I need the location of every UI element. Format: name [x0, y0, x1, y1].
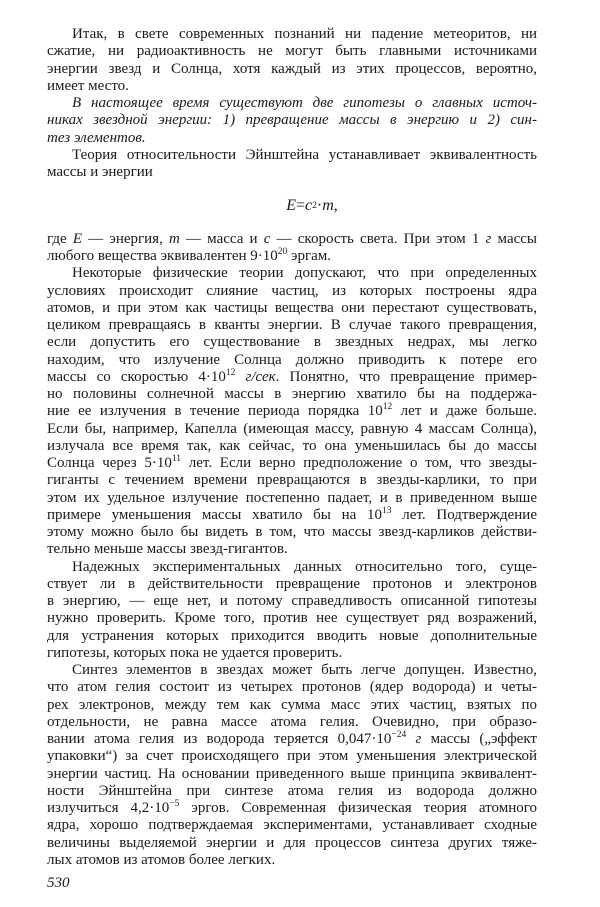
line-content	[72, 662, 537, 679]
line-content	[47, 817, 537, 834]
text-run: эргов. Современная физическая теория атомного	[179, 800, 537, 816]
line-content	[47, 248, 331, 265]
text-run: ности Эйнштейна при синтезе атома гелия из водорода должно	[47, 782, 537, 799]
text-line	[47, 835, 537, 852]
line-content	[47, 386, 537, 403]
text-line	[47, 576, 537, 593]
text-line	[47, 628, 537, 645]
text-run: лет и даже больше.	[392, 403, 537, 420]
italic-symbol: г	[485, 230, 492, 247]
text-run: — скорость света. При этом 1	[270, 230, 486, 247]
text-run: этом их удельное излучение постепенно падает, и в приведенном выше	[47, 489, 537, 506]
line-content	[47, 524, 537, 541]
italic-paragraph	[47, 95, 537, 147]
italic-symbol: m	[169, 230, 180, 247]
text-run: находим, что излучение Солнца должно приводить к потере его	[47, 351, 537, 368]
text-line	[47, 662, 537, 679]
text-line	[47, 697, 537, 714]
text-line	[47, 248, 537, 265]
text-line	[47, 352, 537, 369]
text-line	[47, 507, 537, 524]
superscript: 20	[277, 247, 288, 257]
text-line	[47, 559, 537, 576]
text-run: тельно меньше массы звезд-гигантов.	[47, 541, 288, 558]
line-content	[47, 403, 537, 420]
line-content	[47, 231, 537, 248]
line-content	[72, 26, 537, 43]
page-number: 530	[47, 875, 70, 891]
text-run: ние ее излучения в течение периода порядка 10	[47, 403, 383, 420]
text-run: ·	[316, 197, 323, 214]
text-line	[47, 541, 537, 558]
text-run: примере уменьшения массы хватило бы на 10	[47, 506, 383, 523]
line-content	[47, 697, 537, 714]
text-line	[47, 610, 537, 627]
italic-symbol: г	[415, 731, 422, 747]
italic-symbol: m	[322, 197, 334, 214]
text-line	[47, 95, 537, 112]
paragraph	[47, 265, 537, 558]
text-line	[47, 112, 537, 129]
line-content	[47, 628, 537, 645]
text-run: Теория относительности Эйнштейна устанавливает эквивалентность	[72, 146, 537, 163]
text-run: условиях происходит слияние частиц, из которых построены ядра	[47, 282, 537, 299]
line-content	[47, 112, 537, 129]
text-run: тез элементов.	[47, 129, 146, 146]
line-content	[47, 576, 537, 593]
line-content	[47, 610, 537, 627]
italic-symbol: c	[305, 197, 313, 214]
line-content	[47, 130, 146, 147]
text-run: для устранения которых приходится вводить новые дополнительные	[47, 627, 537, 644]
body-text	[47, 26, 537, 869]
text-line	[47, 231, 537, 248]
paragraph	[47, 147, 537, 182]
text-line	[47, 265, 537, 282]
text-line	[47, 593, 537, 610]
superscript: 12	[382, 402, 393, 413]
text-line	[47, 645, 537, 662]
line-content	[47, 43, 537, 60]
paragraph	[47, 231, 537, 266]
line-content	[47, 421, 537, 438]
line-content	[47, 300, 537, 317]
text-line	[47, 766, 537, 783]
superscript: 12	[225, 367, 236, 378]
text-line	[47, 317, 537, 334]
line-content	[72, 95, 537, 112]
line-content	[47, 714, 537, 731]
text-run: массы со скоростью 4·10	[47, 368, 226, 385]
text-run: где	[47, 230, 73, 247]
text-run: Итак, в свете современных познаний ни падение метеоритов, ни	[72, 26, 537, 42]
text-run: атомов, и при этом как частицы вещества они перестают существовать,	[47, 299, 537, 316]
text-line	[47, 369, 537, 386]
text-run: если допустить его существование в звездных недрах, мы легко	[47, 334, 537, 351]
text-run: эргам.	[287, 248, 332, 264]
line-content	[72, 559, 537, 576]
text-run: массы	[491, 230, 537, 247]
line-content	[47, 490, 537, 507]
line-content	[47, 835, 537, 852]
text-line	[47, 147, 537, 164]
line-content	[47, 766, 537, 783]
line-content	[47, 317, 537, 334]
line-content	[72, 147, 537, 164]
text-line	[47, 164, 537, 181]
italic-symbol: E	[286, 197, 296, 214]
superscript: −5	[169, 799, 180, 809]
paragraph	[47, 662, 537, 869]
text-run: лых атомов из атомов более легких.	[47, 851, 276, 868]
superscript: 11	[171, 454, 182, 464]
text-run: ствует ли в действительности превращение протонов и электронов	[47, 575, 537, 592]
line-content	[47, 541, 288, 558]
text-run: этому можно было бы видеть в том, что массы звезд-карликов действи-	[47, 524, 537, 540]
text-run: В настоящее время существуют две гипотезы о главных источ-	[72, 95, 537, 111]
line-content	[47, 438, 537, 455]
line-content	[47, 164, 153, 181]
line-content	[47, 78, 129, 95]
text-line	[47, 748, 537, 765]
text-run: никах звездной энергии: 1) превращение массы в энергию и 2) син-	[47, 112, 537, 129]
text-run: но половины солнечной массы в энергию хватило бы на поддержа-	[47, 386, 537, 402]
superscript: −24	[391, 730, 407, 740]
line-content	[47, 472, 537, 489]
paragraph	[47, 26, 537, 95]
text-run: излучиться 4,2·10	[47, 800, 170, 816]
line-content	[47, 369, 537, 386]
text-line	[47, 386, 537, 403]
text-run: энергии частиц. На основании приведенного выше принципа эквивалент-	[47, 765, 537, 782]
text-line	[47, 731, 537, 748]
text-run: лет. Подтверждение	[391, 506, 537, 523]
line-content	[47, 852, 275, 869]
text-run	[406, 731, 415, 747]
text-line	[47, 26, 537, 43]
text-line	[47, 472, 537, 489]
text-line	[47, 817, 537, 834]
text-run: — масса и	[179, 230, 264, 247]
line-content	[47, 783, 537, 800]
text-run: вании атома гелия из водорода теряется 0,047·10	[47, 731, 392, 747]
line-content	[47, 800, 537, 817]
line-content	[47, 507, 537, 524]
text-line	[47, 403, 537, 420]
line-content	[47, 455, 537, 472]
text-run: отдельности, не равна массе атома гелия. Очевидно, при образо-	[47, 713, 537, 730]
line-content	[47, 61, 537, 78]
text-run: гиганты с течением времени превращаются в звезды-карлики, то при	[47, 472, 537, 489]
text-run: массы („эффект	[421, 731, 537, 747]
text-run: ,	[333, 197, 338, 214]
text-line	[47, 455, 537, 472]
text-run: ядра, хорошо подтверждаемая экспериментами, устанавливает сходные	[47, 817, 537, 834]
text-run: энергии звезд и Солнца, хотя каждый из этих процессов, вероятно,	[47, 60, 537, 77]
text-run: любого вещества эквивалентен 9·10	[47, 248, 278, 264]
line-content	[72, 265, 537, 282]
text-run: гипотезы, которых пока не удается проверить.	[47, 644, 343, 661]
text-run: лет. Если верно предположение о том, что звезды-	[181, 455, 537, 471]
text-line	[47, 783, 537, 800]
text-run: Если бы, например, Капелла (имеющая массу, равную 4 массам Солнца),	[47, 420, 537, 437]
text-line	[47, 78, 537, 95]
line-content	[47, 334, 537, 351]
line-content	[47, 731, 537, 748]
italic-symbol: E	[72, 230, 83, 247]
text-run: имеет место.	[47, 77, 129, 94]
text-line	[47, 334, 537, 351]
line-content	[47, 593, 537, 610]
book-page	[47, 26, 537, 892]
text-line	[47, 438, 537, 455]
text-run: . Понятно, что превращение пример-	[275, 368, 537, 385]
text-run: Надежных экспериментальных данных относительно того, суще-	[72, 558, 537, 575]
text-run: что атом гелия состоит из четырех протонов (ядер водорода) и четы-	[47, 679, 537, 696]
text-line	[47, 130, 537, 147]
text-run: Некоторые физические теории допускают, что при определенных	[72, 265, 537, 282]
text-line	[47, 852, 537, 869]
text-line	[47, 714, 537, 731]
text-run: — энергия,	[82, 230, 169, 247]
text-run: в энергию, — еще нет, и потому справедливость описанной гипотезы	[47, 593, 537, 609]
text-run: упаковки“) за счет происходящего при этом уменьшения электрической	[47, 748, 537, 765]
text-run: Солнца через 5·10	[47, 455, 172, 471]
italic-symbol: c	[263, 230, 271, 247]
text-line	[47, 283, 537, 300]
paragraph	[47, 559, 537, 663]
formula: E = c 2 · m ,	[286, 197, 338, 214]
line-content	[47, 748, 537, 765]
text-run: рех электронов, между тем как сумма масс этих частиц, взятых по	[47, 696, 537, 713]
line-content	[47, 645, 342, 662]
italic-symbol: г/сек	[245, 368, 276, 385]
text-line	[47, 61, 537, 78]
text-run: нужно проверить. Кроме того, против нее существует ряд возражений,	[47, 610, 537, 627]
text-run	[235, 369, 245, 385]
text-run: сжатие, ни радиоактивность не могут быть главными источниками	[47, 43, 537, 60]
text-run: величины выделяемой энергии и для процессов синтеза других тяже-	[47, 834, 537, 851]
text-run: излучала все время так, как сейчас, то она уменьшилась бы до массы	[47, 437, 537, 454]
text-run: =	[296, 197, 306, 214]
text-run: массы и энергии	[47, 164, 153, 180]
text-run: Синтез элементов в звездах может быть легче допущен. Известно,	[72, 662, 537, 678]
text-line	[47, 490, 537, 507]
text-line	[47, 300, 537, 317]
line-content	[47, 283, 537, 300]
line-content	[47, 679, 537, 696]
text-run: целиком превращаясь в кванты энергии. В случае такого превращения,	[47, 317, 537, 333]
text-line	[47, 421, 537, 438]
text-line	[47, 679, 537, 696]
line-content	[47, 352, 537, 369]
text-line	[47, 524, 537, 541]
text-line	[47, 43, 537, 60]
text-line	[47, 800, 537, 817]
superscript: 13	[382, 505, 392, 516]
